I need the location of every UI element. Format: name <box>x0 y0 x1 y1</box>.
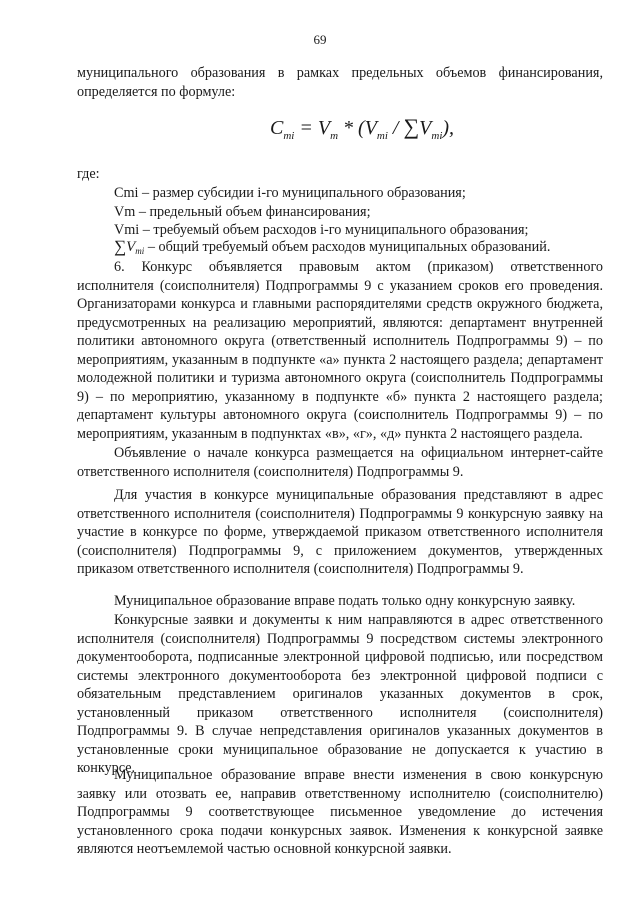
paragraph-announcement: Объявление о начале конкурса размещается на официальном интернет-сайте ответственного исполнителя (соисполнителя) Подпрограммы 9. <box>77 445 603 480</box>
paragraph-6: 6. Конкурс объявляется правовым актом (приказом) ответственного исполнителя (соисполнителя) Подпрограммы 9 с указанием сроков его проведения. Организаторами конкурса и главными распорядителями средств окружного бюджета, предусмотренных на реализацию мероприятий, являются: департамент внутренней политики автономного округа (ответственный исполнитель Подпрограммы 9) – по мероприятиям, указанным в подпункте «а» пункта 2 настоящего раздела; департамент молодежной политики и туризма автономного округа (соисполнитель Подпрограммы 9) – по мероприятию, указанному в подпункте «б» пункта 2 настоящего раздела; департамент культуры автономного округа (соисполнитель Подпрограммы 9) – по мероприятиям, указанным в подпунктах «в», «г», «д» пункта 2 настоящего раздела. <box>77 259 603 442</box>
formula-close: ), <box>442 117 455 139</box>
sum-def-text: – общий требуемый объем расходов муниципальных образований. <box>144 239 551 255</box>
formula-v3-sub: mi <box>431 130 443 142</box>
formula-lhs: C <box>270 117 284 139</box>
definition-vmi: Vmi – требуемый объем расходов i-го муниципального образования; <box>114 222 529 238</box>
formula-v2-sub: mi <box>376 130 388 142</box>
where-label: где: <box>77 166 100 182</box>
formula-v1: V <box>317 117 331 139</box>
intro-paragraph: муниципального образования в рамках предельных объемов финансирования, определяется по формуле: <box>77 65 603 100</box>
formula-sigma: ∑ <box>403 114 420 139</box>
page-number: 69 <box>313 32 327 47</box>
subsidy-formula <box>270 114 454 142</box>
sum-sigma: ∑ <box>114 237 127 256</box>
definition-vm: Vm – предельный объем финансирования; <box>114 204 371 220</box>
paragraph-participation: Для участия в конкурсе муниципальные образования представляют в адрес ответственного исполнителя (соисполнителя) Подпрограммы 9 конкурсную заявку на участие в конкурсе по форме, утверждаемой приказом ответственного исполнителя (соисполнителя) Подпрограммы 9, с приложением документов, утвержденных приказом ответственного исполнителя (соисполнителя) Подпрограммы 9. <box>77 487 603 577</box>
formula-v1-sub: m <box>330 130 339 142</box>
paragraph-one-application: Муниципальное образование вправе подать только одну конкурсную заявку. <box>114 593 576 609</box>
sum-v <box>126 239 144 255</box>
formula-slash: / <box>387 117 404 139</box>
sum-v-letter: V <box>126 239 136 255</box>
definition-cmi: Cmi – размер субсидии i-го муниципального образования; <box>114 185 466 201</box>
paragraph-submission: Конкурсные заявки и документы к ним направляются в адрес ответственного исполнителя (соисполнителя) Подпрограммы 9 посредством системы электронного документооборота, подписанные электронной цифровой подписью, или посредством системы электронного документооборота без электронной цифровой подписи с обязательным представлением оригиналов указанных документов в срок, установленный приказом ответственного исполнителя (соисполнителя) Подпрограммы 9. В случае непредставления оригиналов указанных документов в установленные сроки муниципальное образование не допускается к участию в конкурсе. <box>77 612 603 776</box>
paragraph-changes: Муниципальное образование вправе внести изменения в свою конкурсную заявку или отозвать ее, направив ответственному исполнителю (соисполнителю) Подпрограммы 9 соответствующее письменное уведомление до истечения установленного срока подачи конкурсных заявок. Изменения к конкурсной заявке являются неотъемлемой частью основной конкурсной заявки. <box>77 767 603 857</box>
formula-times: * ( <box>338 117 365 139</box>
formula-v2: V <box>364 117 377 139</box>
sum-v-sub: mi <box>135 246 145 256</box>
formula-equals: = <box>294 117 318 139</box>
formula-v3: V <box>419 117 432 139</box>
formula-lhs-sub: mi <box>283 130 295 142</box>
